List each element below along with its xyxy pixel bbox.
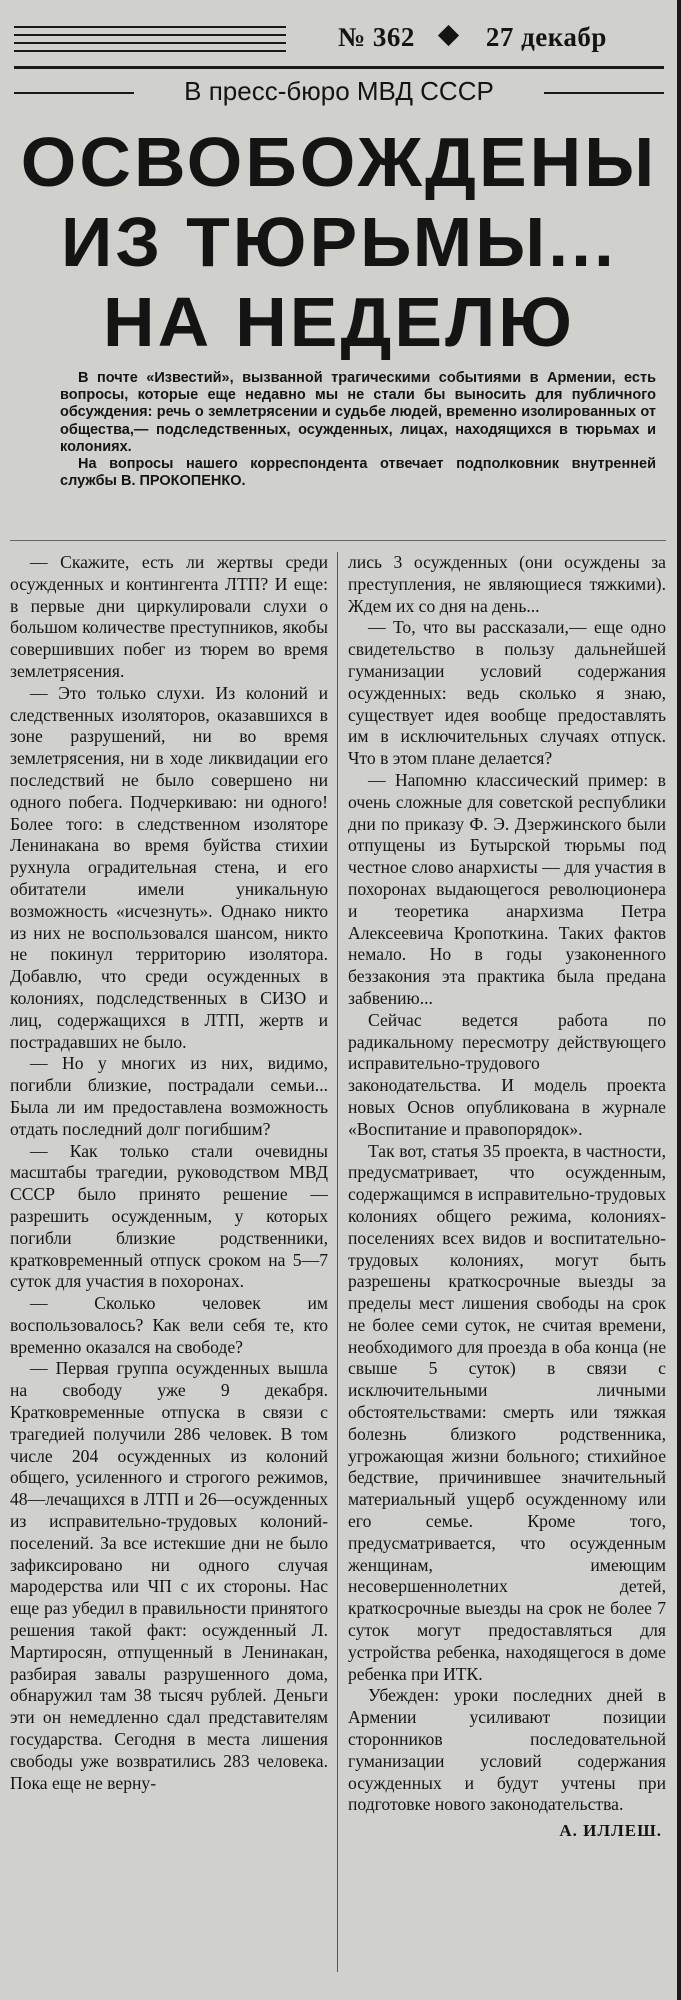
lead-paragraphs <box>60 370 656 490</box>
column-right <box>348 552 666 1842</box>
issue-date: 27 декабр <box>485 22 607 52</box>
top-rule <box>14 26 286 28</box>
rule-below-masthead <box>14 66 664 69</box>
headline-line-3: НА НЕДЕЛЮ <box>103 283 575 361</box>
paragraph: — Но у многих из них, видимо, погибли близкие, пострадали семьи... Была ли им предоставлена возможность отдать последний долг погибшим? <box>10 1053 328 1139</box>
kicker-block <box>14 72 664 112</box>
paragraph: — То, что вы рассказали,— еще одно свидетельство в пользу дальнейшей гуманизации условий содержания осужденных: ведь сколько я знаю, существует идея вообще предоставлять им в исключительных случаях отпуск. Что в этом плане делается? <box>348 617 666 769</box>
column-left <box>10 552 328 1794</box>
paragraph: Так вот, статья 35 проекта, в частности, предусматривает, что осужденным, содержащимся в исправительно-трудовых колониях общего режима, колониях-поселениях всех видов и воспитательно-трудовых колониях, могут быть разрешены краткосрочные выезды за пределы мест лишения свободы на срок не более семи суток, не считая времени, необходимого для проезда в оба конца (не свыше 5 суток) в связи с исключительными личными обстоятельствами: смерть или тяжкая болезнь близкого родственника, угрожающая жизни больного; стихийное бедствие, причинившее значительный материальный ущерб осужденному или его семье. Кроме того, предусматривается, что осужденным женщинам, имеющим несовершеннолетних детей, краткосрочные выезды на срок не более 7 суток могут предоставляться для устройства ребенка, находящегося в доме ребенка при ИТК. <box>348 1140 666 1684</box>
diamond-icon <box>438 25 459 46</box>
paragraph: Убежден: уроки последних дней в Армении усиливают позиции сторонников последовательной гуманизации условий содержания осужденных и будут учтены при подготовке нового законодательства. <box>348 1685 666 1815</box>
headline-line-2: ИЗ ТЮРЬМЫ... <box>61 203 617 281</box>
top-rule <box>14 42 286 44</box>
paragraph: — Это только слухи. Из колоний и следственных изоляторов, оказавшихся в зоне разрушений, ни во время землетрясения, ни в ходе ликвидации его последствий не было совершено ни одного побега. Подчеркиваю: ни одного! Более того: в следственном изоляторе Ленинакана во время буйства стихии рухнула оградительная стена, и его обитатели имели уникальную возможность «исчезнуть». Однако никто из них не воспользовался шансом, никто не покинул территорию изолятора. Добавлю, что среди осужденных в колониях, подследственных в СИЗО и лиц, содержащихся в ЛТП, жертв и пострадавших не было. <box>10 682 328 1052</box>
rule-above-columns <box>10 540 666 541</box>
issue-number: № 362 <box>338 22 415 52</box>
rubric-text: В пресс-бюро МВД СССР <box>172 76 506 106</box>
paragraph: — Первая группа осужденных вышла на свободу уже 9 декабря. Кратковременные отпуска в связи с трагедией получили 286 человек. В том числе 204 осужденных из колоний общего, усиленного и строгого режимов, 48—лечащихся в ЛТП и 26—осужденных из исправительно-трудовых колоний-поселений. За все истекшие дни не было зафиксировано ни одного случая мародерства или ЧП с их стороны. Нас еще раз убедил в правильности принятого решения такой факт: осужденный Л. Мартиросян, отпущенный в Ленинакан, разбирая завалы разрушенного дома, обнаружил там 38 тысяч рублей. Деньги эти он немедленно сдал представителям государства. Сегодня в места лишения свободы уже возвратились 283 человека. Пока еще не верну- <box>10 1358 328 1793</box>
top-rule <box>14 34 286 36</box>
headline-line-1: ОСВОБОЖДЕНЫ <box>20 123 658 201</box>
page-edge <box>677 0 681 2000</box>
column-divider <box>337 552 338 1972</box>
paragraph: — Сколько человек им воспользовалось? Как вели себя те, кто временно оказался на свободе? <box>10 1293 328 1357</box>
lead-interviewee: На вопросы нашего корреспондента отвечает подполковник внутренней службы В. ПРОКОПЕНКО. <box>60 456 656 490</box>
paragraph: лись 3 осужденных (они осуждены за преступления, не являющиеся тяжкими). Ждем их со дня на день... <box>348 552 666 616</box>
paragraph: — Как только стали очевидны масштабы трагедии, руководством МВД СССР было принято решение — разрешить осужденным, у которых погибли близкие родственники, кратковременный отпуск сроком на 5—7 суток для участия в похоронах. <box>10 1140 328 1292</box>
paragraph: — Скажите, есть ли жертвы среди осужденных и контингента ЛТП? И еще: в первые дни циркулировали слухи о большом количестве преступников, якобы совершивших побег из тюрем во время землетрясения. <box>10 552 328 681</box>
masthead <box>338 22 607 53</box>
top-rule <box>14 50 286 52</box>
lead-intro: В почте «Известий», вызванной трагическими событиями в Армении, есть вопросы, которые еще недавно мы не стали бы выносить для публичного обсуждения: речь о землетрясении и судьбе людей, временно изолированных от общества,— подследственных, осужденных, лицах, находящихся в тюрьмах и колониях. <box>60 370 656 455</box>
author-signature: А. ИЛЛЕШ. <box>559 1821 662 1841</box>
paragraph: Сейчас ведется работа по радикальному пересмотру действующего исправительно-трудового законодательства. И модель проекта новых Основ опубликована в журнале «Воспитание и правопорядок». <box>348 1009 666 1139</box>
rubric <box>14 76 664 107</box>
paragraph: — Напомню классический пример: в очень сложные для советской республики дни по приказу Ф. Э. Дзержинского были отпущены из Бутырской тюрьмы под честное слово анархисты — для участия в похоронах выдающегося революционера и теоретика анархизма Петра Алексеевича Кропоткина. Таких фактов немало. Но в годы узаконенного беззакония эта практика была предана забвению... <box>348 769 666 1008</box>
